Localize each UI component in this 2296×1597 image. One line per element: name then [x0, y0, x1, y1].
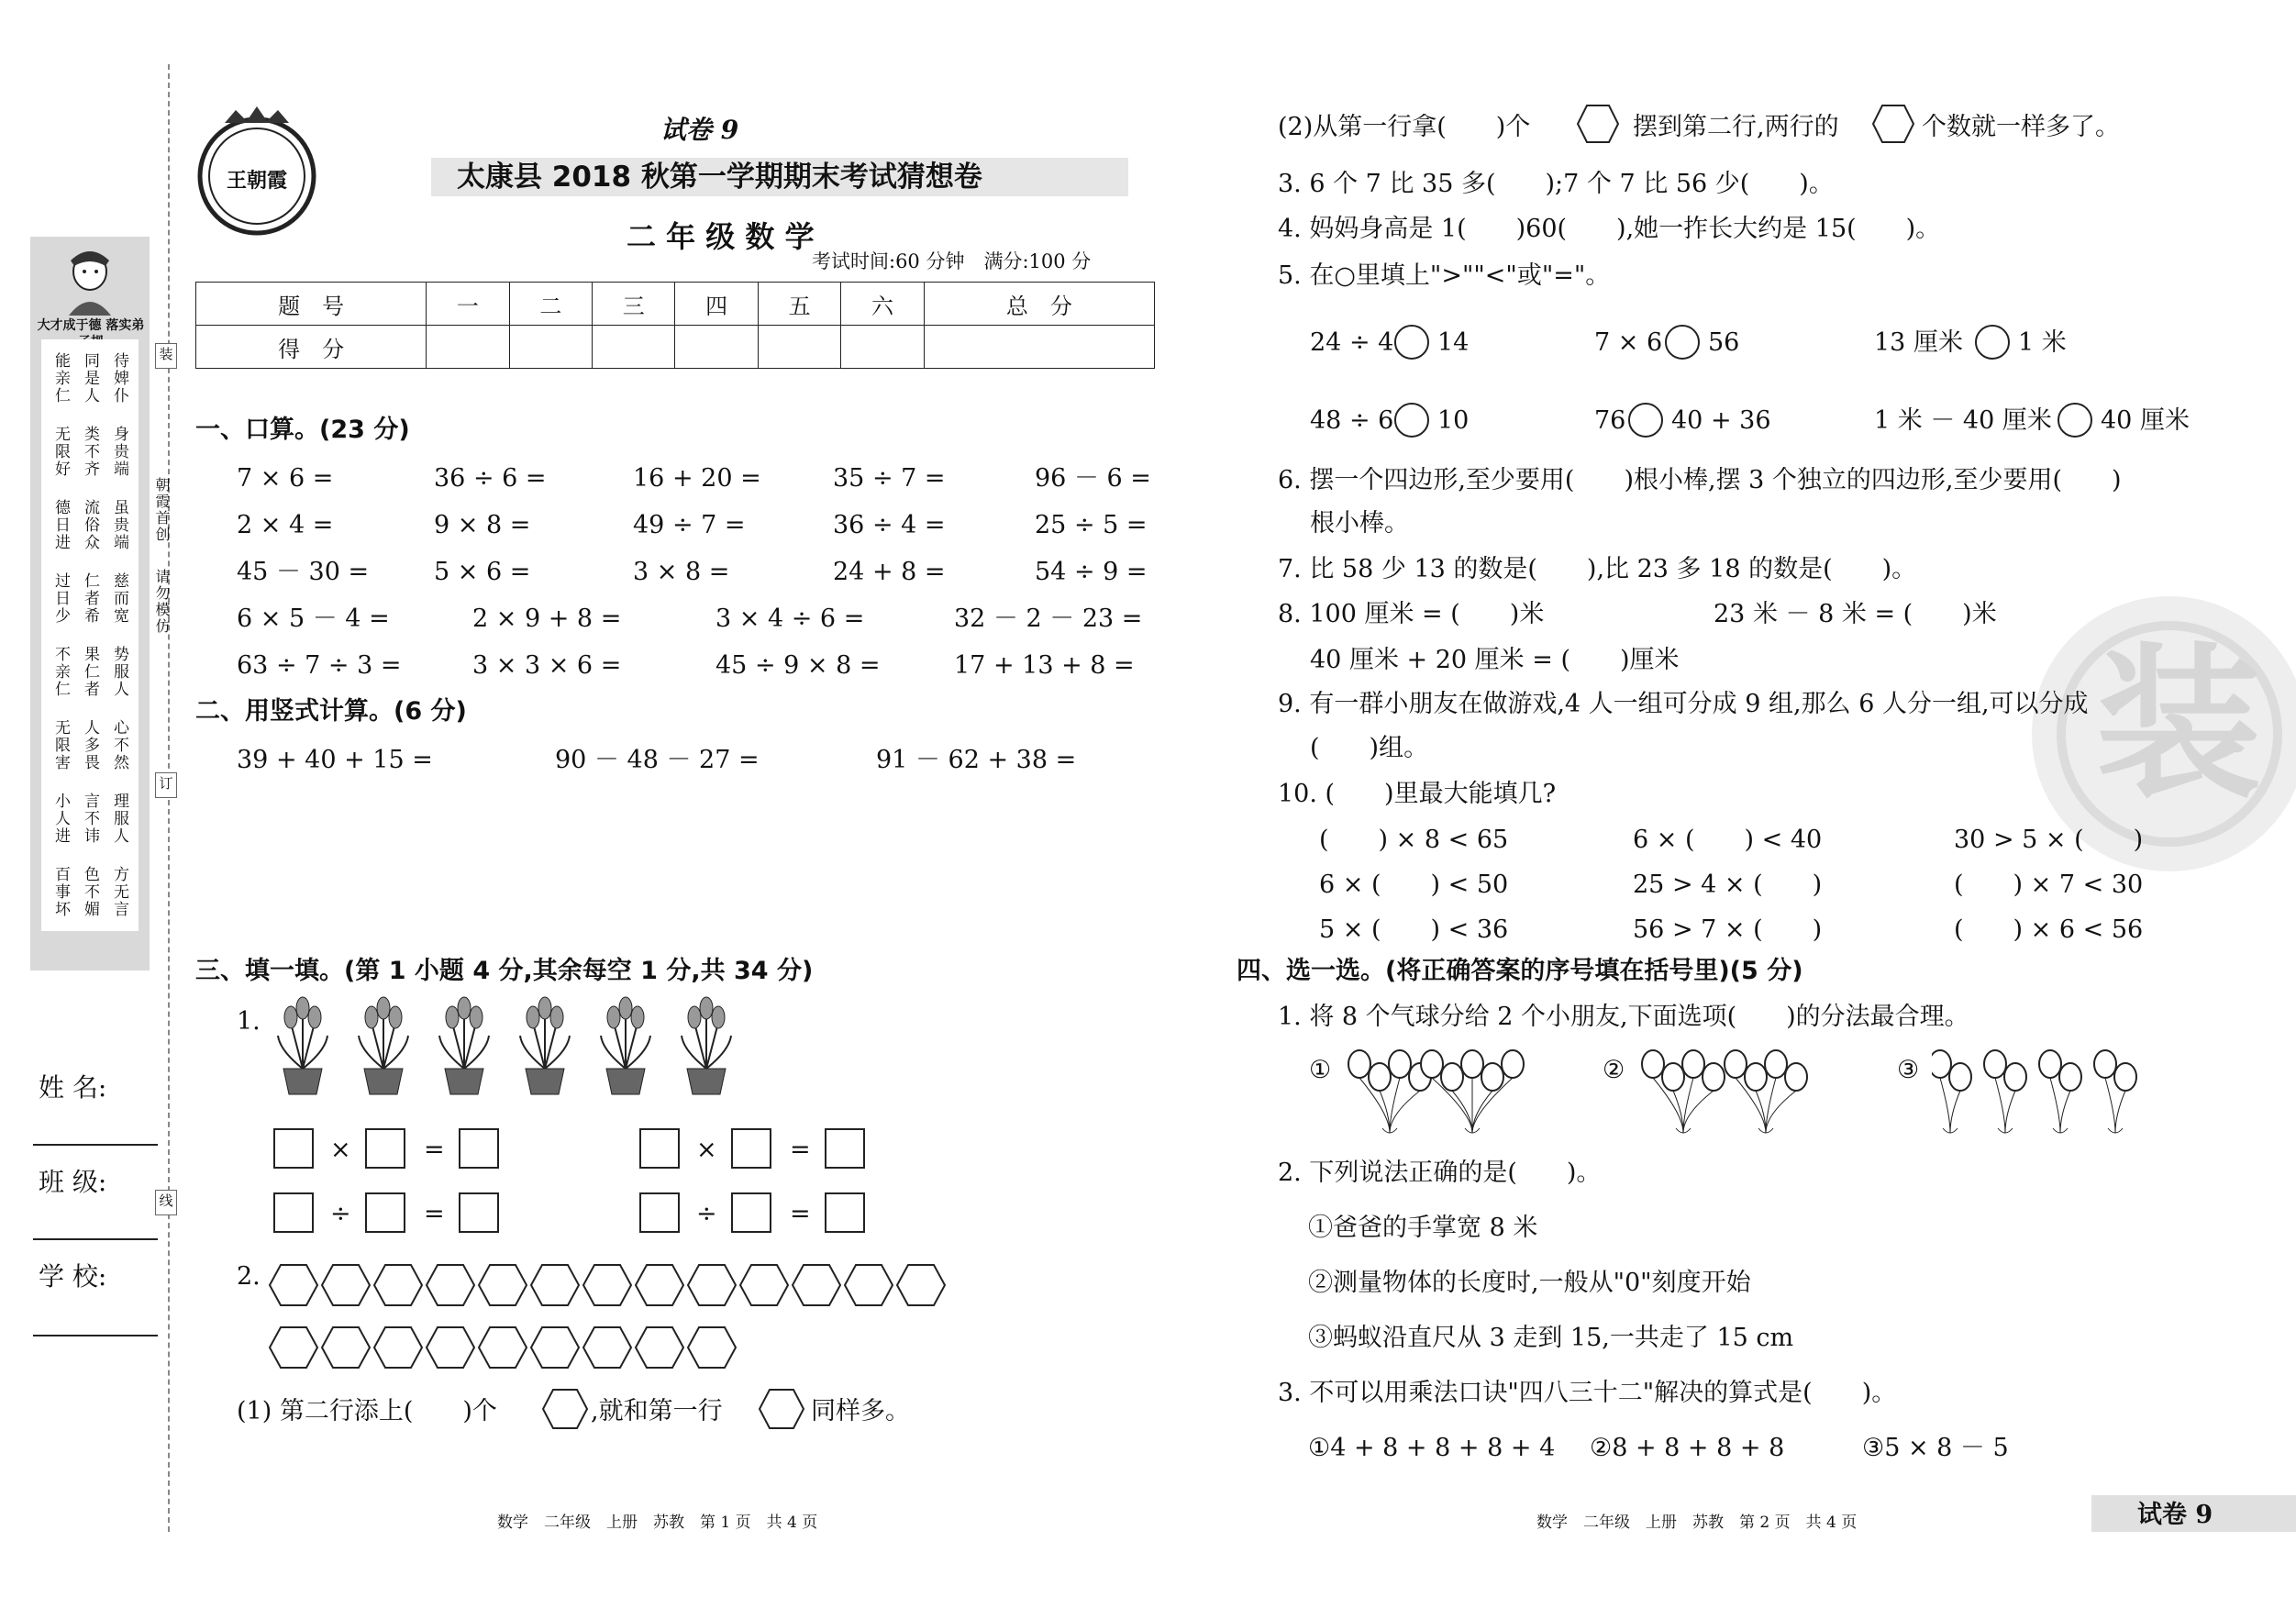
section3-q2-1-part-c: 同样多。 [811, 1397, 910, 1425]
compare-circle[interactable] [1665, 325, 1700, 360]
compare-left: 7 × 6 [1594, 328, 1663, 357]
verse-column: 果仁者 [81, 646, 99, 698]
operator-sign: ÷ [330, 1200, 351, 1228]
vertical-calc-3: 91 － 62 + 38 = [876, 746, 1077, 774]
hexagon-icon [843, 1263, 894, 1307]
scholar-illustration [50, 244, 129, 317]
answer-box[interactable] [365, 1128, 405, 1169]
inequality-item: ( ) × 6 < 56 [1954, 915, 2144, 944]
arithmetic-item: 3 × 8 = [633, 558, 730, 586]
s4-q3-option-3: ③5 × 8 － 5 [1862, 1434, 2009, 1462]
hexagon-icon [372, 1325, 424, 1370]
answer-box[interactable] [825, 1128, 865, 1169]
score-table-header: 总 分 [924, 283, 1154, 326]
hexagon-icon [758, 1388, 805, 1430]
class-field[interactable] [33, 1238, 158, 1240]
verse-column: 势服人 [110, 646, 128, 698]
arithmetic-item: 24 + 8 = [833, 558, 946, 586]
verse-column: 同是人 [81, 352, 99, 405]
balloon-option-number: ③ [1897, 1056, 1920, 1084]
answer-box[interactable] [273, 1128, 314, 1169]
arithmetic-item: 36 ÷ 4 = [833, 511, 946, 539]
verse-column: 心不然 [110, 719, 128, 771]
compare-left: 48 ÷ 6 [1310, 406, 1394, 435]
inequality-item: 6 × ( ) < 40 [1633, 826, 1823, 854]
arithmetic-item: 17 + 13 + 8 = [954, 651, 1135, 680]
hexagon-icon [320, 1263, 372, 1307]
verse-column: 慈而宽 [110, 572, 128, 625]
arithmetic-item: 25 ÷ 5 = [1035, 511, 1148, 539]
corner-series-label: 试卷 9 [2137, 1501, 2213, 1529]
section4-title: 四、选一选。(将正确答案的序号填在括号里)(5 分) [1237, 957, 1803, 985]
inequality-item: ( ) × 8 < 65 [1319, 826, 1509, 854]
score-cell[interactable] [675, 326, 758, 369]
q2-2-part-a: (2)从第一行拿( )个 [1278, 113, 1531, 141]
compare-circle[interactable] [1394, 403, 1429, 438]
subject-title: 二 年 级 数 学 [627, 219, 815, 254]
arithmetic-item: 5 × 6 = [434, 558, 531, 586]
compare-left: 13 厘米 [1874, 328, 1963, 357]
arithmetic-item: 32 － 2 － 23 = [954, 604, 1143, 633]
class-label: 班 级: [39, 1167, 107, 1197]
verse-column: 人多畏 [81, 719, 99, 771]
score-table-header: 一 [427, 283, 509, 326]
score-cell[interactable] [841, 326, 924, 369]
hexagon-icon [529, 1263, 581, 1307]
hexagon-icon [529, 1325, 581, 1370]
hexagon-icon [541, 1388, 589, 1430]
balloon-bunch-icon [1344, 1046, 1564, 1147]
question-4: 4. 妈妈身高是 1( )60( ),她一拃长大约是 15( )。 [1278, 215, 1941, 243]
answer-box[interactable] [273, 1192, 314, 1233]
fold-mark-2: 订 [155, 772, 177, 798]
verse-column: 小人进 [51, 793, 70, 845]
hexagon-icon [895, 1263, 947, 1307]
balloon-option-number: ① [1309, 1056, 1332, 1084]
compare-left: 1 米 － 40 厘米 [1874, 406, 2052, 435]
s4-q3-option-2: ②8 + 8 + 8 + 8 [1590, 1434, 1785, 1462]
verse-column: 能亲仁 [51, 352, 70, 405]
name-label: 姓 名: [39, 1072, 107, 1103]
score-row-label: 得 分 [196, 326, 427, 369]
flower-pot-icon [676, 995, 737, 1096]
section3-title: 三、填一填。(第 1 小题 4 分,其余每空 1 分,共 34 分) [195, 957, 814, 985]
balloon-bunch-icon [1637, 1046, 1858, 1147]
answer-box[interactable] [459, 1192, 499, 1233]
flower-pot-icon [272, 995, 333, 1096]
verse-column: 过日少 [51, 572, 70, 625]
hexagon-icon [686, 1325, 738, 1370]
name-field[interactable] [33, 1144, 158, 1146]
hexagon-icon [791, 1263, 842, 1307]
s4-q2-option-2: ②测量物体的长度时,一般从"0"刻度开始 [1308, 1269, 1751, 1297]
s4-q2-option-1: ①爸爸的手掌宽 8 米 [1308, 1214, 1538, 1242]
section3-q1-number: 1. [237, 1007, 261, 1036]
compare-left: 24 ÷ 4 [1310, 328, 1394, 357]
flower-pot-icon [353, 995, 414, 1096]
verse-column: 待婢仆 [110, 352, 128, 405]
s4-q3-option-1: ①4 + 8 + 8 + 8 + 4 [1308, 1434, 1556, 1462]
verse-column: 方无言 [110, 866, 128, 918]
hexagon-icon [634, 1263, 685, 1307]
flower-pot-icon [595, 995, 656, 1096]
equals-sign: = [424, 1200, 445, 1228]
equals-sign: = [424, 1136, 445, 1164]
operator-sign: ÷ [696, 1200, 717, 1228]
arithmetic-item: 36 ÷ 6 = [434, 464, 547, 493]
balloon-bunch-icon [1932, 1046, 2152, 1147]
series-label: 试卷 9 [660, 115, 739, 145]
compare-right: 40 + 36 [1671, 406, 1771, 435]
verse-column: 仁者希 [81, 572, 99, 625]
margin-note-1: 朝霞首创 [153, 477, 171, 543]
compare-circle[interactable] [1975, 325, 2010, 360]
section3-q2-number: 2. [237, 1262, 261, 1291]
answer-box[interactable] [639, 1192, 680, 1233]
question-8-part-a: 8. 100 厘米 = ( )米 [1278, 600, 1545, 628]
q2-2-part-b: 摆到第二行,两行的 [1633, 113, 1839, 141]
equals-sign: = [790, 1200, 811, 1228]
question-8-part-c: 40 厘米 + 20 厘米 = ( )厘米 [1310, 646, 1680, 674]
inequality-item: 5 × ( ) < 36 [1319, 915, 1509, 944]
fold-mark-1: 装 [155, 343, 177, 369]
margin-note-2: 请勿模仿 [153, 569, 171, 635]
compare-circle[interactable] [2058, 403, 2092, 438]
verse-column: 类不齐 [81, 426, 99, 478]
answer-box[interactable] [365, 1192, 405, 1233]
verse-column: 不亲仁 [51, 646, 70, 698]
question-6-line-2: 根小棒。 [1310, 509, 1409, 538]
s4-question-3: 3. 不可以用乘法口诀"四八三十二"解决的算式是( )。 [1278, 1379, 1897, 1407]
s4-question-1: 1. 将 8 个气球分给 2 个小朋友,下面选项( )的分法最合理。 [1278, 1003, 1969, 1031]
arithmetic-item: 49 ÷ 7 = [633, 511, 746, 539]
balloon-option-number: ② [1603, 1056, 1625, 1084]
s4-question-2: 2. 下列说法正确的是( )。 [1278, 1159, 1602, 1187]
sidebar-motto: 大才成于德 落实弟 [37, 318, 145, 333]
hexagon-icon [1871, 104, 1915, 144]
compare-right: 10 [1437, 406, 1470, 435]
arithmetic-item: 9 × 8 = [434, 511, 531, 539]
answer-box[interactable] [639, 1128, 680, 1169]
inequality-item: 56 > 7 × ( ) [1633, 915, 1823, 944]
question-9-line-1: 9. 有一群小朋友在做游戏,4 人一组可分成 9 组,那么 6 人分一组,可以分成 [1278, 690, 2089, 718]
compare-right: 56 [1708, 328, 1740, 357]
compare-right: 1 米 [2018, 328, 2067, 357]
score-table-header: 题 号 [196, 283, 427, 326]
hexagon-icon [268, 1325, 319, 1370]
verse-column: 百事坏 [51, 866, 70, 918]
section1-title: 一、口算。(23 分) [195, 416, 410, 444]
answer-box[interactable] [731, 1128, 771, 1169]
hexagon-icon [634, 1325, 685, 1370]
arithmetic-item: 3 × 3 × 6 = [472, 651, 622, 680]
arithmetic-item: 63 ÷ 7 ÷ 3 = [237, 651, 402, 680]
flower-pot-icon [434, 995, 494, 1096]
score-table-header: 三 [593, 283, 675, 326]
hexagon-icon [1576, 104, 1620, 144]
arithmetic-item: 45 ÷ 9 × 8 = [715, 651, 881, 680]
inequality-item: 30 > 5 × ( ) [1954, 826, 2144, 854]
left-footer: 数学 二年级 上册 苏教 第 1 页 共 4 页 [497, 1514, 818, 1532]
verse-column: 无限好 [51, 426, 70, 478]
score-table-header: 五 [758, 283, 840, 326]
score-cell[interactable] [758, 326, 840, 369]
sidebar-verse-card [41, 339, 139, 931]
question-9-line-2: ( )组。 [1310, 734, 1429, 762]
section3-q2-1-part-a: (1) 第二行添上( )个 [237, 1397, 497, 1425]
compare-circle[interactable] [1628, 403, 1663, 438]
inequality-item: ( ) × 7 < 30 [1954, 871, 2144, 899]
question-3: 3. 6 个 7 比 35 多( );7 个 7 比 56 少( )。 [1278, 170, 1834, 198]
arithmetic-item: 6 × 5 － 4 = [237, 604, 390, 633]
arithmetic-item: 96 － 6 = [1035, 464, 1151, 493]
section2-title: 二、用竖式计算。(6 分) [195, 697, 467, 726]
score-table-header: 四 [675, 283, 758, 326]
question-6-line-1: 6. 摆一个四边形,至少要用( )根小棒,摆 3 个独立的四边形,至少要用( ) [1278, 466, 2122, 494]
hexagon-icon [686, 1263, 738, 1307]
binding-dashed-line [168, 64, 170, 1532]
score-cell[interactable] [593, 326, 675, 369]
answer-box[interactable] [459, 1128, 499, 1169]
score-cell[interactable] [427, 326, 509, 369]
fold-mark-3: 线 [155, 1190, 177, 1215]
vertical-calc-1: 39 + 40 + 15 = [237, 746, 433, 774]
verse-column: 色不媚 [81, 866, 99, 918]
exam-info: 考试时间:60 分钟 满分:100 分 [812, 250, 1092, 272]
arithmetic-item: 45 － 30 = [237, 558, 370, 586]
svg-text:王朝霞: 王朝霞 [226, 169, 288, 193]
hexagon-icon [320, 1325, 372, 1370]
inequality-item: 25 > 4 × ( ) [1633, 871, 1823, 899]
question-8-part-b: 23 米 － 8 米 = ( )米 [1714, 600, 1997, 628]
brand-logo [188, 103, 326, 240]
question-10: 10. ( )里最大能填几? [1278, 780, 1557, 808]
compare-circle[interactable] [1394, 325, 1429, 360]
section3-q2-1-part-b: ,就和第一行 [591, 1397, 723, 1425]
exam-title: 太康县 2018 秋第一学期期末考试猜想卷 [457, 161, 982, 194]
verse-column: 身贵端 [110, 426, 128, 478]
right-footer: 数学 二年级 上册 苏教 第 2 页 共 4 页 [1536, 1514, 1858, 1532]
arithmetic-item: 54 ÷ 9 = [1035, 558, 1148, 586]
school-label: 学 校: [39, 1261, 107, 1292]
score-cell[interactable] [509, 326, 592, 369]
score-table [195, 282, 1155, 369]
hexagon-icon [738, 1263, 790, 1307]
verse-column: 德日进 [51, 499, 70, 551]
score-cell[interactable] [924, 326, 1154, 369]
compare-right: 40 厘米 [2101, 406, 2190, 435]
verse-column: 无限害 [51, 719, 70, 771]
arithmetic-item: 2 × 9 + 8 = [472, 604, 622, 633]
hexagon-icon [477, 1325, 528, 1370]
answer-box[interactable] [825, 1192, 865, 1233]
vertical-calc-2: 90 － 48 － 27 = [555, 746, 760, 774]
arithmetic-item: 16 + 20 = [633, 464, 761, 493]
hexagon-icon [268, 1263, 319, 1307]
flower-pot-icon [515, 995, 575, 1096]
verse-column: 言不讳 [81, 793, 99, 845]
arithmetic-item: 35 ÷ 7 = [833, 464, 946, 493]
hexagon-icon [477, 1263, 528, 1307]
equals-sign: = [790, 1136, 811, 1164]
verse-column: 虽贵端 [110, 499, 128, 551]
compare-left: 76 [1594, 406, 1626, 435]
verse-column: 流俗众 [81, 499, 99, 551]
arithmetic-item: 3 × 4 ÷ 6 = [715, 604, 865, 633]
answer-box[interactable] [731, 1192, 771, 1233]
hexagon-icon [582, 1263, 633, 1307]
operator-sign: × [330, 1136, 351, 1164]
motto-sidebar [30, 237, 150, 970]
school-field[interactable] [33, 1335, 158, 1336]
question-7: 7. 比 58 少 13 的数是( ),比 23 多 18 的数是( )。 [1278, 555, 1917, 583]
s4-q2-option-3: ③蚂蚁沿直尺从 3 走到 15,一共走了 15 cm [1308, 1324, 1794, 1352]
arithmetic-item: 7 × 6 = [237, 464, 334, 493]
hexagon-icon [582, 1325, 633, 1370]
inequality-item: 6 × ( ) < 50 [1319, 871, 1509, 899]
verse-column: 理服人 [110, 793, 128, 845]
seal-glyph: 装 [2096, 627, 2262, 821]
score-table-header: 六 [841, 283, 924, 326]
arithmetic-item: 2 × 4 = [237, 511, 334, 539]
hexagon-icon [425, 1325, 476, 1370]
hexagon-icon [425, 1263, 476, 1307]
compare-right: 14 [1437, 328, 1470, 357]
question-5: 5. 在○里填上">""<"或"="。 [1278, 261, 1611, 290]
hexagon-icon [372, 1263, 424, 1307]
q2-2-part-c: 个数就一样多了。 [1922, 113, 2120, 141]
operator-sign: × [696, 1136, 717, 1164]
score-table-header: 二 [509, 283, 592, 326]
